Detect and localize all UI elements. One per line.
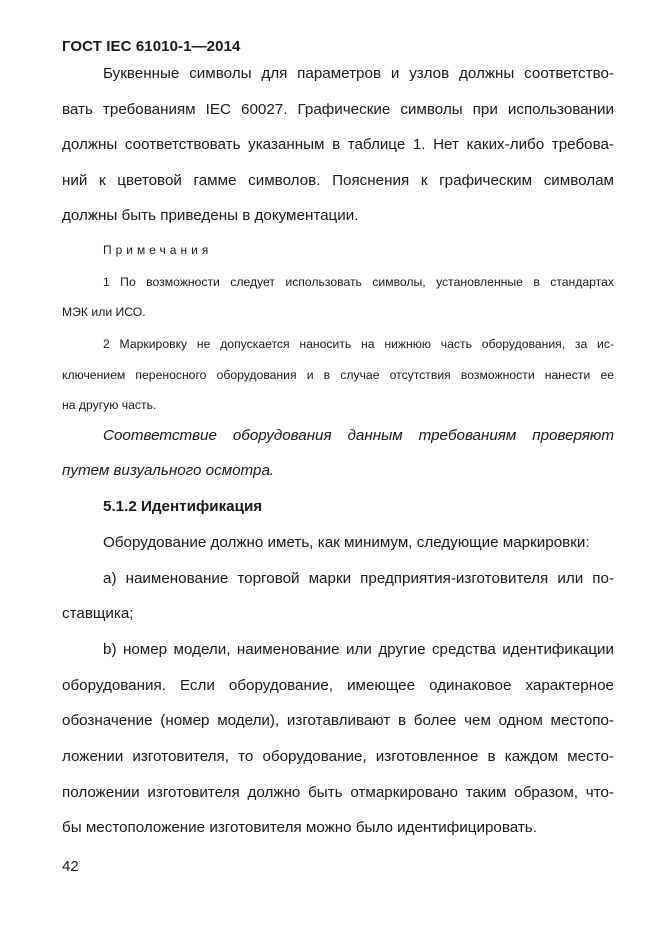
note1-line-1: 1 По возможности следует использовать символы, установленные в стандартах [103, 275, 614, 289]
para1-line-2: вать требованиям IEC 60027. Графические символы при использовании [62, 101, 614, 118]
compliance-line-2: путем визуального осмотра. [62, 462, 275, 479]
page-number: 42 [62, 858, 79, 875]
note2-line-2: ключением переносного оборудования и в случае отсутствия возможности нанести ее [62, 368, 614, 382]
para1-line-1: Буквенные символы для параметров и узлов должны соответство- [103, 65, 614, 82]
item-b-line-4: ложении изготовителя, то оборудование, изготовленное в каждом место- [62, 748, 614, 765]
item-b-line-5: положении изготовителя должно быть отмаркировано таким образом, что- [62, 784, 614, 801]
note1-line-2: МЭК или ИСО. [62, 305, 146, 319]
para1-line-5: должны быть приведены в документации. [62, 207, 359, 224]
para1-line-4: ний к цветовой гамме символов. Пояснения к графическим символам [62, 172, 614, 189]
item-b-line-3: обозначение (номер модели), изготавливают в более чем одном местопо- [62, 712, 614, 729]
item-b-line-6: бы местоположение изготовителя можно было идентифицировать. [62, 819, 537, 836]
note2-line-3: на другую часть. [62, 398, 157, 412]
document-header: ГОСТ IEC 61010-1—2014 [62, 38, 241, 55]
compliance-line-1: Соответствие оборудования данным требованиям проверяют [103, 427, 614, 444]
item-a-line-1: a) наименование торговой марки предприятия-изготовителя или по- [103, 570, 614, 587]
section-heading: 5.1.2 Идентификация [103, 498, 263, 515]
para1-line-3: должны соответствовать указанным в таблице 1. Нет каких-либо требова- [62, 136, 614, 153]
item-b-line-1: b) номер модели, наименование или другие средства идентификации [103, 641, 614, 658]
note2-line-1: 2 Маркировку не допускается наносить на нижнюю часть оборудования, за ис- [103, 337, 614, 351]
item-b-line-2: оборудования. Если оборудование, имеющее одинаковое характерное [62, 677, 614, 694]
notes-title: Примечания [103, 243, 213, 257]
item-a-line-2: ставщика; [62, 605, 134, 622]
intro-line: Оборудование должно иметь, как минимум, следующие маркировки: [103, 534, 590, 551]
